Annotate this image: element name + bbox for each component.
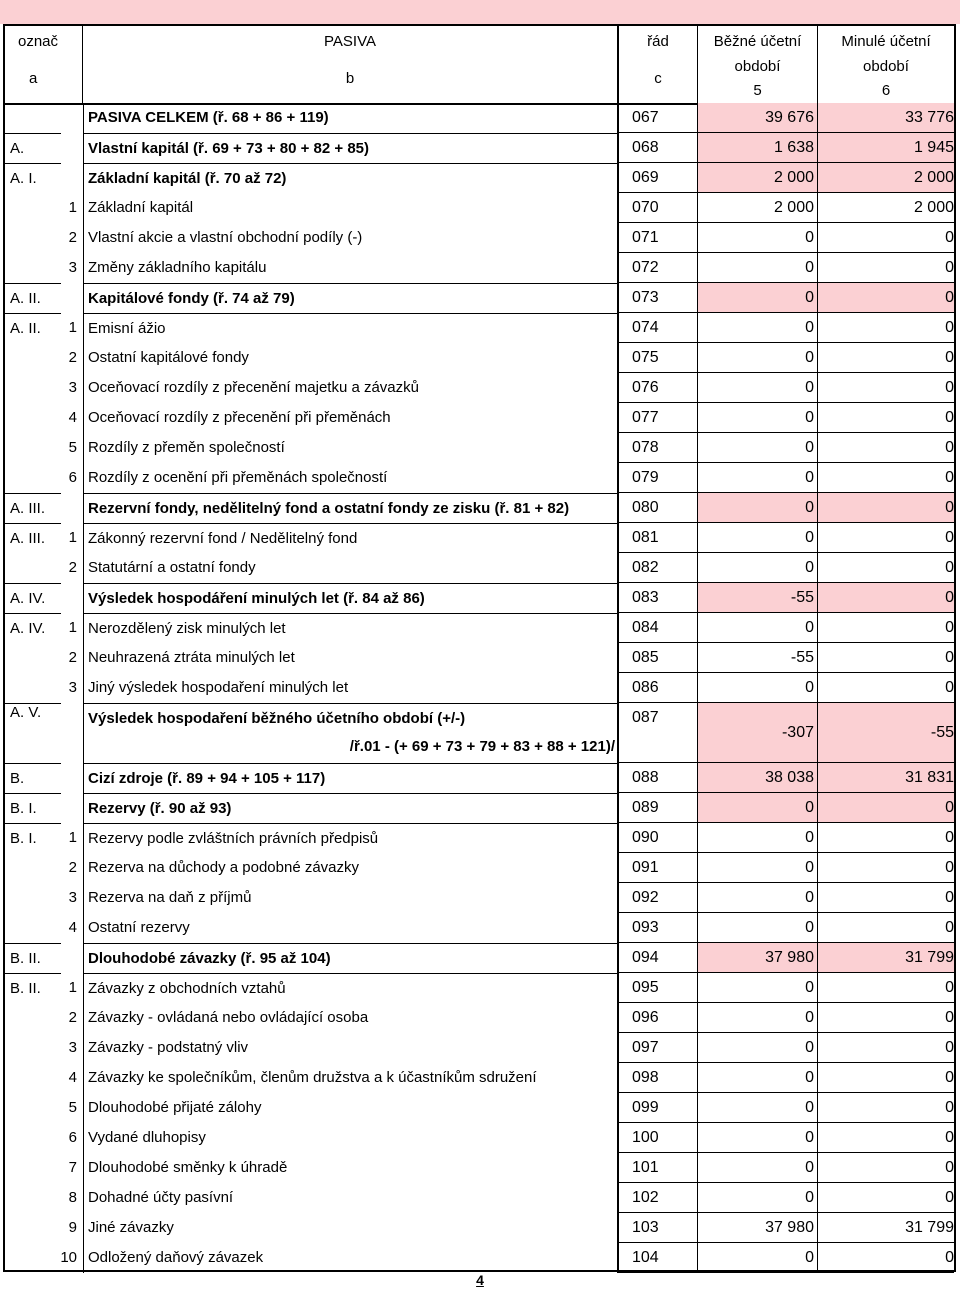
header-col-6-code: 6 <box>881 82 891 99</box>
row-section-code <box>5 403 61 433</box>
row-line-number: 082 <box>617 553 697 583</box>
row-current-period-value: 0 <box>697 313 817 343</box>
row-item-number: 1 <box>68 829 77 846</box>
row-line-number: 103 <box>617 1213 697 1243</box>
row-section-code <box>5 1123 61 1153</box>
row-section-code: B. I. <box>5 823 61 853</box>
header-col-b-code: b <box>345 70 355 87</box>
row-section-code <box>5 673 61 703</box>
row-section-code: A. II. <box>5 283 61 313</box>
header-col-5-title: Běžné účetní <box>713 33 802 50</box>
row-previous-period-value: 0 <box>817 223 954 253</box>
row-previous-period-value: 0 <box>817 913 954 943</box>
row-label: Závazky - podstatný vliv <box>83 1033 617 1063</box>
row-previous-period-value: 0 <box>817 1243 954 1273</box>
row-line-number: 102 <box>617 1183 697 1213</box>
row-section-code <box>5 223 61 253</box>
row-line-number: 085 <box>617 643 697 673</box>
row-label: Cizí zdroje (ř. 89 + 94 + 105 + 117) <box>83 763 617 793</box>
row-line-number: 067 <box>617 103 697 133</box>
table-row <box>5 913 954 943</box>
row-item-number <box>55 793 77 823</box>
row-item-number: 1 <box>68 319 77 336</box>
row-line-number: 075 <box>617 343 697 373</box>
row-label: Základní kapitál (ř. 70 až 72) <box>83 163 617 193</box>
row-previous-period-value: 0 <box>817 433 954 463</box>
row-current-period-value: 37 980 <box>697 1213 817 1243</box>
row-item-number: 4 <box>68 919 77 936</box>
row-previous-period-value: 0 <box>817 883 954 913</box>
row-section-code <box>5 883 61 913</box>
row-section-code <box>5 1033 61 1063</box>
table-row <box>5 703 954 763</box>
row-section-code <box>5 913 61 943</box>
table-row <box>5 373 954 403</box>
row-line-number: 104 <box>617 1243 697 1273</box>
header-col-6-title: Minulé účetní <box>841 33 931 50</box>
header-col-b <box>83 26 617 103</box>
table-row <box>5 1123 954 1153</box>
row-previous-period-value: 0 <box>817 1033 954 1063</box>
row-label: Vlastní akcie a vlastní obchodní podíly (-) <box>83 223 617 253</box>
row-current-period-value: 0 <box>697 1123 817 1153</box>
header-col-a-title: označ <box>18 33 59 50</box>
row-line-number: 098 <box>617 1063 697 1093</box>
table-row <box>5 223 954 253</box>
row-current-period-value: 0 <box>697 1063 817 1093</box>
row-previous-period-value: 0 <box>817 853 954 883</box>
table-row <box>5 883 954 913</box>
row-previous-period-value: 0 <box>817 1003 954 1033</box>
row-item-number: 5 <box>68 1099 77 1116</box>
table-row <box>5 973 954 1003</box>
row-item-number <box>55 103 77 133</box>
row-label-line1: Výsledek hospodaření běžného účetního období (+/-) <box>88 710 466 727</box>
row-current-period-value: 0 <box>697 613 817 643</box>
row-label-line2: /ř.01 - (+ 69 + 73 + 79 + 83 + 88 + 121)/ <box>349 738 615 755</box>
header-col-6 <box>817 26 954 103</box>
table-row <box>5 343 954 373</box>
row-label: Statutární a ostatní fondy <box>83 553 617 583</box>
row-current-period-value: 0 <box>697 823 817 853</box>
row-label: Dohadné účty pasívní <box>83 1183 617 1213</box>
row-previous-period-value: 0 <box>817 1123 954 1153</box>
header-col-a <box>5 26 83 103</box>
row-previous-period-value: 2 000 <box>817 193 954 223</box>
row-previous-period-value: 0 <box>817 1093 954 1123</box>
row-item-number: 3 <box>68 889 77 906</box>
row-line-number: 099 <box>617 1093 697 1123</box>
row-current-period-value: 0 <box>697 1243 817 1273</box>
row-line-number: 079 <box>617 463 697 493</box>
row-previous-period-value: 0 <box>817 613 954 643</box>
row-section-code <box>5 193 61 223</box>
row-current-period-value: 0 <box>697 403 817 433</box>
balance-sheet-liabilities <box>3 24 956 1272</box>
row-current-period-value: 2 000 <box>697 193 817 223</box>
header-col-c <box>617 26 697 103</box>
row-previous-period-value: 0 <box>817 793 954 823</box>
row-current-period-value: -55 <box>697 583 817 613</box>
header-col-5-code: 5 <box>753 82 762 99</box>
row-section-code <box>5 1183 61 1213</box>
row-section-code <box>5 463 61 493</box>
row-current-period-value: 0 <box>697 973 817 1003</box>
table-row <box>5 613 954 643</box>
table-row <box>5 433 954 463</box>
row-label: Ostatní kapitálové fondy <box>83 343 617 373</box>
row-label: Rezervy podle zvláštních právních předpisů <box>83 823 617 853</box>
row-label: Jiné závazky <box>83 1213 617 1243</box>
row-label: Jiný výsledek hospodaření minulých let <box>83 673 617 703</box>
row-item-number <box>55 703 77 763</box>
row-item-number: 2 <box>68 859 77 876</box>
table-row <box>5 793 954 823</box>
row-previous-period-value: 0 <box>817 313 954 343</box>
row-current-period-value: 0 <box>697 853 817 883</box>
row-line-number: 081 <box>617 523 697 553</box>
row-item-number: 1 <box>68 529 77 546</box>
row-current-period-value: 0 <box>697 493 817 523</box>
row-line-number: 071 <box>617 223 697 253</box>
row-item-number: 10 <box>60 1249 77 1266</box>
row-line-number: 091 <box>617 853 697 883</box>
row-label: Závazky - ovládaná nebo ovládající osoba <box>83 1003 617 1033</box>
row-section-code: B. II. <box>5 943 61 973</box>
row-item-number: 2 <box>68 349 77 366</box>
table-row <box>5 253 954 283</box>
header-col-c-title: řád <box>647 33 669 50</box>
row-previous-period-value: 0 <box>817 823 954 853</box>
row-section-code <box>5 343 61 373</box>
table-row <box>5 463 954 493</box>
row-section-code <box>5 433 61 463</box>
row-current-period-value: -307 <box>697 703 817 763</box>
header-col-b-title: PASIVA <box>324 33 376 50</box>
row-current-period-value: 0 <box>697 253 817 283</box>
row-label: Nerozdělený zisk minulých let <box>83 613 617 643</box>
table-body <box>5 103 954 1273</box>
table-row <box>5 943 954 973</box>
row-label: Dlouhodobé závazky (ř. 95 až 104) <box>83 943 617 973</box>
header-col-a-code: a <box>29 70 38 87</box>
row-item-number: 5 <box>68 439 77 456</box>
row-item-number <box>55 493 77 523</box>
row-item-number: 6 <box>68 469 77 486</box>
row-previous-period-value: -55 <box>817 703 954 763</box>
row-line-number: 076 <box>617 373 697 403</box>
row-item-number <box>55 763 77 793</box>
row-previous-period-value: 0 <box>817 1153 954 1183</box>
row-previous-period-value: 31 799 <box>817 943 954 973</box>
row-item-number: 2 <box>68 559 77 576</box>
row-section-code: A. <box>5 133 61 163</box>
row-item-number <box>55 583 77 613</box>
row-line-number: 068 <box>617 133 697 163</box>
row-item-number: 1 <box>68 979 77 996</box>
row-previous-period-value: 31 799 <box>817 1213 954 1243</box>
row-section-code: A. III. <box>5 493 61 523</box>
table-row <box>5 1033 954 1063</box>
row-line-number: 092 <box>617 883 697 913</box>
table-row <box>5 493 954 523</box>
table-row <box>5 553 954 583</box>
table-row <box>5 1063 954 1093</box>
row-label: Dlouhodobé přijaté zálohy <box>83 1093 617 1123</box>
row-section-code: A. IV. <box>5 583 61 613</box>
table-row <box>5 1183 954 1213</box>
row-label: Oceňovací rozdíly z přecenění při přeměnách <box>83 403 617 433</box>
row-current-period-value: 0 <box>697 223 817 253</box>
table-row <box>5 1093 954 1123</box>
row-current-period-value: 38 038 <box>697 763 817 793</box>
row-line-number: 096 <box>617 1003 697 1033</box>
row-current-period-value: 2 000 <box>697 163 817 193</box>
row-previous-period-value: 0 <box>817 253 954 283</box>
row-label <box>83 703 617 763</box>
row-item-number: 3 <box>68 259 77 276</box>
row-section-code <box>5 643 61 673</box>
row-item-number: 1 <box>68 619 77 636</box>
row-current-period-value: 0 <box>697 1153 817 1183</box>
row-line-number: 086 <box>617 673 697 703</box>
row-current-period-value: 0 <box>697 1183 817 1213</box>
row-current-period-value: 0 <box>697 673 817 703</box>
row-label: Emisní ážio <box>83 313 617 343</box>
table-row <box>5 103 954 133</box>
row-current-period-value: 0 <box>697 283 817 313</box>
row-section-code <box>5 553 61 583</box>
row-item-number: 4 <box>68 409 77 426</box>
row-label: Rezervy (ř. 90 až 93) <box>83 793 617 823</box>
table-row <box>5 313 954 343</box>
row-label: Změny základního kapitálu <box>83 253 617 283</box>
row-line-number: 073 <box>617 283 697 313</box>
row-item-number: 2 <box>68 649 77 666</box>
row-item-number: 7 <box>68 1159 77 1176</box>
row-line-number: 078 <box>617 433 697 463</box>
row-item-number: 3 <box>68 379 77 396</box>
row-current-period-value: 1 638 <box>697 133 817 163</box>
row-previous-period-value: 2 000 <box>817 163 954 193</box>
row-current-period-value: 0 <box>697 373 817 403</box>
row-line-number: 072 <box>617 253 697 283</box>
table-row <box>5 1213 954 1243</box>
table-row <box>5 673 954 703</box>
row-current-period-value: 0 <box>697 463 817 493</box>
table-row <box>5 853 954 883</box>
row-item-number: 8 <box>68 1189 77 1206</box>
row-current-period-value: 0 <box>697 523 817 553</box>
row-section-code: B. II. <box>5 973 61 1003</box>
row-current-period-value: -55 <box>697 643 817 673</box>
header-col-c-code: c <box>654 70 662 87</box>
row-line-number: 077 <box>617 403 697 433</box>
row-current-period-value: 39 676 <box>697 103 817 133</box>
row-line-number: 074 <box>617 313 697 343</box>
row-label: Ostatní rezervy <box>83 913 617 943</box>
row-label: Neuhrazená ztráta minulých let <box>83 643 617 673</box>
row-section-code: A. IV. <box>5 613 61 643</box>
row-label: Závazky z obchodních vztahů <box>83 973 617 1003</box>
row-current-period-value: 0 <box>697 433 817 463</box>
row-previous-period-value: 0 <box>817 673 954 703</box>
row-item-number <box>55 133 77 163</box>
row-section-code: B. <box>5 763 61 793</box>
row-section-code <box>5 103 61 133</box>
page-number-value: 4 <box>476 1272 484 1288</box>
row-label: Výsledek hospodáření minulých let (ř. 84 až 86) <box>83 583 617 613</box>
row-previous-period-value: 0 <box>817 1183 954 1213</box>
table-row <box>5 403 954 433</box>
row-section-code <box>5 373 61 403</box>
table-row <box>5 163 954 193</box>
row-section-code: A. III. <box>5 523 61 553</box>
page-number <box>0 1272 960 1288</box>
row-section-code <box>5 1093 61 1123</box>
row-previous-period-value: 0 <box>817 493 954 523</box>
row-section-code: A. V. <box>5 703 61 763</box>
row-line-number: 084 <box>617 613 697 643</box>
table-row <box>5 1153 954 1183</box>
row-previous-period-value: 0 <box>817 403 954 433</box>
row-previous-period-value: 0 <box>817 973 954 1003</box>
row-line-number: 097 <box>617 1033 697 1063</box>
row-current-period-value: 0 <box>697 553 817 583</box>
row-item-number <box>55 163 77 193</box>
row-line-number: 095 <box>617 973 697 1003</box>
table-row <box>5 283 954 313</box>
row-previous-period-value: 33 776 <box>817 103 954 133</box>
row-previous-period-value: 0 <box>817 373 954 403</box>
row-section-code <box>5 253 61 283</box>
table-row <box>5 583 954 613</box>
row-current-period-value: 0 <box>697 1003 817 1033</box>
row-label: Zákonný rezervní fond / Nedělitelný fond <box>83 523 617 553</box>
table-row <box>5 523 954 553</box>
row-label: Vydané dluhopisy <box>83 1123 617 1153</box>
row-line-number: 101 <box>617 1153 697 1183</box>
row-section-code <box>5 1243 61 1273</box>
row-section-code <box>5 853 61 883</box>
row-item-number: 2 <box>68 1009 77 1026</box>
row-item-number: 3 <box>68 679 77 696</box>
row-line-number: 069 <box>617 163 697 193</box>
row-current-period-value: 0 <box>697 1033 817 1063</box>
row-section-code: A. I. <box>5 163 61 193</box>
row-section-code <box>5 1213 61 1243</box>
row-label: Odložený daňový závazek <box>83 1243 617 1273</box>
row-label: Základní kapitál <box>83 193 617 223</box>
row-item-number: 3 <box>68 1039 77 1056</box>
table-row <box>5 133 954 163</box>
row-line-number: 094 <box>617 943 697 973</box>
row-label: Rezervní fondy, nedělitelný fond a ostatní fondy ze zisku (ř. 81 + 82) <box>83 493 617 523</box>
row-label: Vlastní kapitál (ř. 69 + 73 + 80 + 82 + 85) <box>83 133 617 163</box>
row-previous-period-value: 0 <box>817 523 954 553</box>
row-current-period-value: 0 <box>697 1093 817 1123</box>
table-row <box>5 1003 954 1033</box>
table-row <box>5 193 954 223</box>
table-row <box>5 643 954 673</box>
row-section-code <box>5 1003 61 1033</box>
row-current-period-value: 0 <box>697 343 817 373</box>
row-previous-period-value: 0 <box>817 643 954 673</box>
row-line-number: 089 <box>617 793 697 823</box>
row-label: Dlouhodobé směnky k úhradě <box>83 1153 617 1183</box>
row-item-number: 1 <box>68 199 77 216</box>
table-row <box>5 823 954 853</box>
row-previous-period-value: 0 <box>817 463 954 493</box>
row-item-number: 4 <box>68 1069 77 1086</box>
row-label: Rezerva na daň z příjmů <box>83 883 617 913</box>
row-item-number: 2 <box>68 229 77 246</box>
table-row <box>5 1243 954 1273</box>
row-label: Kapitálové fondy (ř. 74 až 79) <box>83 283 617 313</box>
row-previous-period-value: 0 <box>817 583 954 613</box>
row-section-code <box>5 1153 61 1183</box>
row-section-code: B. I. <box>5 793 61 823</box>
row-item-number: 6 <box>68 1129 77 1146</box>
row-previous-period-value: 0 <box>817 283 954 313</box>
row-line-number: 093 <box>617 913 697 943</box>
row-line-number: 100 <box>617 1123 697 1153</box>
row-item-number: 9 <box>68 1219 77 1236</box>
row-current-period-value: 0 <box>697 913 817 943</box>
row-label: Závazky ke společníkům, členům družstva a k účastníkům sdružení <box>83 1063 617 1093</box>
row-line-number: 070 <box>617 193 697 223</box>
row-line-number: 087 <box>617 703 697 763</box>
row-current-period-value: 0 <box>697 793 817 823</box>
row-label: Rozdíly z přeměn společností <box>83 433 617 463</box>
table-header <box>5 26 954 105</box>
row-label: Rezerva na důchody a podobné závazky <box>83 853 617 883</box>
header-col-5-sub: období <box>734 58 781 75</box>
row-current-period-value: 0 <box>697 883 817 913</box>
header-col-6-sub: období <box>863 58 909 75</box>
row-previous-period-value: 0 <box>817 553 954 583</box>
row-section-code: A. II. <box>5 313 61 343</box>
row-item-number <box>55 943 77 973</box>
row-previous-period-value: 0 <box>817 1063 954 1093</box>
row-section-code <box>5 1063 61 1093</box>
row-previous-period-value: 0 <box>817 343 954 373</box>
row-line-number: 083 <box>617 583 697 613</box>
table-row <box>5 763 954 793</box>
row-line-number: 090 <box>617 823 697 853</box>
row-label: Rozdíly z ocenění při přeměnách společností <box>83 463 617 493</box>
row-line-number: 080 <box>617 493 697 523</box>
header-col-5 <box>697 26 817 103</box>
row-label: Oceňovací rozdíly z přecenění majetku a závazků <box>83 373 617 403</box>
row-label: PASIVA CELKEM (ř. 68 + 86 + 119) <box>83 103 617 133</box>
row-line-number: 088 <box>617 763 697 793</box>
row-item-number <box>55 283 77 313</box>
top-band <box>0 0 960 24</box>
row-previous-period-value: 1 945 <box>817 133 954 163</box>
row-previous-period-value: 31 831 <box>817 763 954 793</box>
row-current-period-value: 37 980 <box>697 943 817 973</box>
